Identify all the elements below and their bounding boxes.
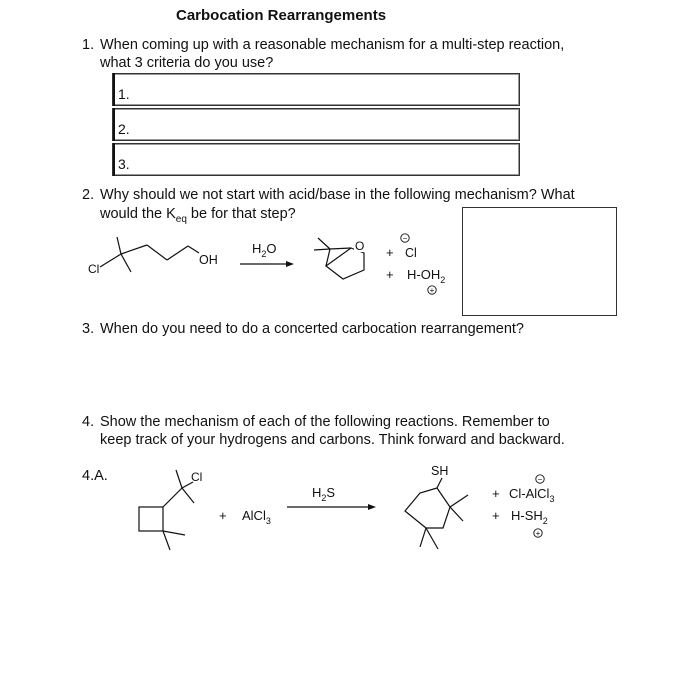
question-2-number: 2. [82,187,95,203]
question-4-number: 4. [82,414,95,430]
bond [167,246,188,260]
bond [437,478,442,488]
plus-sign: + [492,508,500,523]
plus-sign: + [219,508,227,523]
question-4-text-line-2: keep track of your hydrogens and carbons. Think forward and backward. [100,432,565,448]
hydroxyl-label: OH [199,253,218,267]
bond [147,245,167,260]
negative-charge-symbol: − [537,475,543,484]
byproduct-tetrachloroaluminate-label: Cl-AlCl$_3$ [509,486,555,504]
bond [314,249,330,250]
bond [121,245,147,254]
lewis-acid-label: AlCl$_3$ [242,508,271,526]
thiol-label: SH [431,464,449,478]
reaction-arrow-head [368,504,376,510]
bond [163,531,185,535]
bond [121,254,131,272]
bond [450,507,463,521]
positive-charge-symbol: + [535,529,541,538]
cyclopentane-ring-outline [405,488,450,528]
hydronium-label: $H-OH_2$ [407,267,446,285]
answer-box-label: 1. [118,86,130,102]
reactant-chlorine-label: Cl [191,470,203,484]
cyclobutane-ring [139,507,163,531]
bond [330,248,351,249]
bond [176,470,182,488]
reactant-chlorine-label: Cl [88,262,100,276]
reaction-2-reactant [100,237,199,272]
question-1-text-line-1: When coming up with a reasonable mechanism for a multi-step reaction, [100,37,565,53]
page-title: Carbocation Rearrangements [176,7,387,24]
answer-box-label: 3. [118,156,130,172]
bond [426,528,438,549]
answer-box-label: 2. [118,121,130,137]
question-4-text-line-1: Show the mechanism of each of the following reactions. Remember to [100,414,550,430]
bond [182,488,194,503]
question-3-number: 3. [82,321,95,337]
plus-sign: + [386,267,394,282]
plus-sign: + [386,245,394,260]
negative-charge-symbol: − [402,234,408,243]
chloride-label: Cl [405,246,417,260]
byproduct-h3s-label: $H-SH_2$ [511,508,548,526]
question-4 [82,412,642,452]
bond [100,254,121,267]
question-1-text-line-2: what 3 criteria do you use? [100,55,274,71]
reaction-4a-reactant [139,470,194,550]
bond [188,246,199,253]
question-3 [82,319,642,341]
part-label-4a: 4.A. [82,468,108,484]
question-2-text-line-1: Why should we not start with acid/base in the following mechanism? What [100,187,575,203]
bond [450,495,468,507]
reagent-water-label: $H_2O$ [252,241,277,259]
reaction-4a-product [405,478,468,549]
question-1-number: 1. [82,37,95,53]
bond [163,488,182,507]
question-3-text: When do you need to do a concerted carbocation rearrangement? [100,321,524,337]
reagent-h2s-label: $H_2S$ [312,485,336,503]
bond [318,238,330,249]
bond [117,237,121,254]
ring-oxygen-label: O [355,239,365,253]
reaction-arrow-head [286,261,294,267]
bond [163,531,170,550]
positive-charge-symbol: + [429,286,435,295]
bond [420,528,426,547]
question-2-text-line-2: would the $K_{eq}$ be for that step? [100,206,296,225]
plus-sign: + [492,486,500,501]
